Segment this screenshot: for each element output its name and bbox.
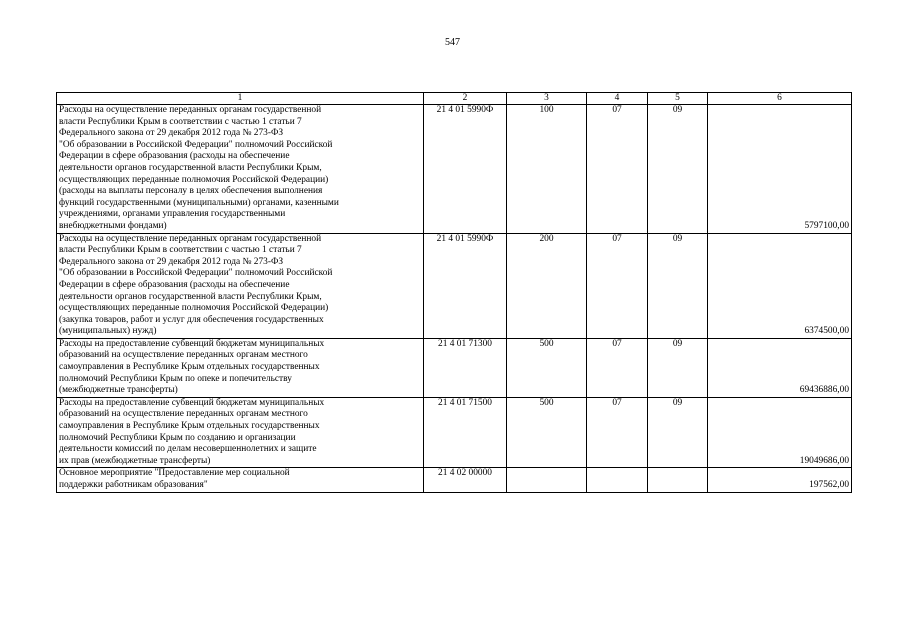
header-col-3: 3: [507, 93, 587, 105]
row-col5: 09: [648, 338, 708, 397]
row-description: Расходы на предоставление субвенций бюджетам муниципальных образований на осуществление переданных органам местного самоуправления в Республике Крым отдельных государственных полномочий Республики Крым по созданию и организации деятельности комиссий по делам несовершеннолетних и защите их прав (межбюджетные трансферты): [57, 397, 424, 468]
header-col-2: 2: [424, 93, 507, 105]
budget-table: [56, 92, 852, 493]
table-row: [57, 233, 852, 338]
table-row: [57, 397, 852, 468]
row-code: 21 4 02 00000: [424, 468, 507, 492]
header-row: [57, 93, 852, 105]
row-col3: 100: [507, 105, 587, 234]
row-amount: 5797100,00: [708, 105, 852, 234]
row-col4: 07: [587, 338, 648, 397]
row-description: Расходы на осуществление переданных органам государственной власти Республики Крым в соответствии с частью 1 статьи 7 Федерального закона от 29 декабря 2012 года № 273-ФЗ "Об образовании в Российской Федерации" полномочий Российской Федерации в сфере образования (расходы на обеспечение деятельности органов государственной власти Республики Крым, осуществляющих переданные полномочия Российской Федерации) (закупка товаров, работ и услуг для обеспечения государственных (муниципальных) нужд): [57, 233, 424, 338]
row-amount: 69436886,00: [708, 338, 852, 397]
row-col4: 07: [587, 233, 648, 338]
header-col-4: 4: [587, 93, 648, 105]
row-col3: 200: [507, 233, 587, 338]
table-row: [57, 468, 852, 492]
table-row: [57, 105, 852, 234]
row-description: Расходы на осуществление переданных органам государственной власти Республики Крым в соответствии с частью 1 статьи 7 Федерального закона от 29 декабря 2012 года № 273-ФЗ "Об образовании в Российской Федерации" полномочий Российской Федерации в сфере образования (расходы на обеспечение деятельности органов государственной власти Республики Крым, осуществляющих переданные полномочия Российской Федерации) (расходы на выплаты персоналу в целях обеспечения выполнения функций государственными (муниципальными) органами, казенными учреждениями, органами управления государственными внебюджетными фондами): [57, 105, 424, 234]
row-code: 21 4 01 5990Ф: [424, 105, 507, 234]
table-header: [57, 93, 852, 105]
row-col5: 09: [648, 233, 708, 338]
row-col3: [507, 468, 587, 492]
row-col4: [587, 468, 648, 492]
row-col4: 07: [587, 105, 648, 234]
header-col-1: 1: [57, 93, 424, 105]
row-code: 21 4 01 5990Ф: [424, 233, 507, 338]
row-description: Расходы на предоставление субвенций бюджетам муниципальных образований на осуществление переданных органам местного самоуправления в Республике Крым отдельных государственных полномочий Республики Крым по опеке и попечительству (межбюджетные трансферты): [57, 338, 424, 397]
row-description: Основное мероприятие "Предоставление мер социальной поддержки работникам образования": [57, 468, 424, 492]
table-body: [57, 105, 852, 493]
row-amount: 6374500,00: [708, 233, 852, 338]
page-number: 547: [445, 37, 460, 48]
row-col5: 09: [648, 105, 708, 234]
row-col5: 09: [648, 397, 708, 468]
header-col-6: 6: [708, 93, 852, 105]
row-col5: [648, 468, 708, 492]
row-code: 21 4 01 71300: [424, 338, 507, 397]
header-col-5: 5: [648, 93, 708, 105]
row-code: 21 4 01 71500: [424, 397, 507, 468]
table-row: [57, 338, 852, 397]
row-col3: 500: [507, 338, 587, 397]
row-col4: 07: [587, 397, 648, 468]
row-amount: 197562,00: [708, 468, 852, 492]
row-col3: 500: [507, 397, 587, 468]
row-amount: 19049686,00: [708, 397, 852, 468]
